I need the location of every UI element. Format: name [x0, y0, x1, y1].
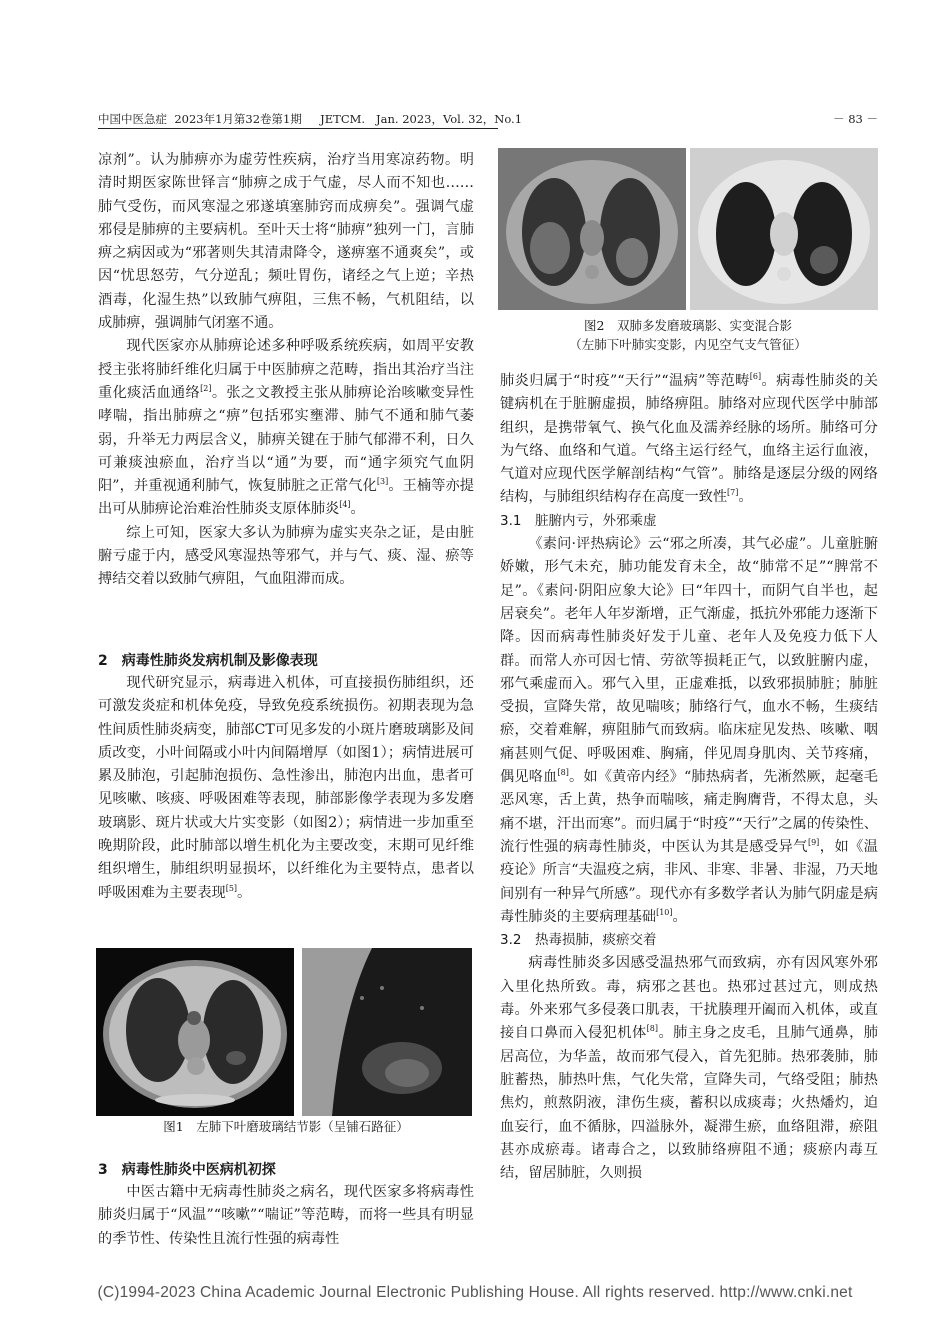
- rc-p2c-end: 。: [672, 908, 687, 925]
- citation[interactable]: [7]: [727, 488, 739, 498]
- figure-1: [96, 948, 472, 1116]
- running-header: [98, 111, 878, 129]
- p2-text4: 。: [350, 501, 365, 518]
- right-paragraph-1: [500, 370, 878, 510]
- p2-text: 现代医家亦从肺痹论述多种呼吸系统疾病，如周平安教授主张将肺纤维化归属于中医肺痹之范畴，指出其治疗当注重化痰活血通络: [98, 338, 474, 401]
- subsection-heading-3-2: 3.2 热毒损肺，痰瘀交着: [500, 932, 657, 949]
- ct-image-right: [690, 148, 878, 310]
- intro-paragraph: 凉剂”。认为肺痹亦为虚劳性疾病，治疗当用寒凉药物。明清时期医家陈世铎言“肺痹之成于气虚，尽人而不知也……肺气受伤，而风寒湿之邪遂填塞肺窍而成痹矣”。强调气虚邪侵是肺痹的主要病机。至叶天士将“肺痹”独列一门，言肺痹之病因或为“邪著则失其清肃降令，遂痹塞不通爽矣”，或因“忧思怒劳，气分逆乱；频吐胃伤，诸经之气上逆；辛热酒毒，化湿生热”以致肺气痹阻，三焦不畅，气机阻结，以成肺痹，强调肺气闭塞不通。: [98, 152, 474, 332]
- citation[interactable]: [2]: [200, 383, 212, 393]
- section-heading: 2 病毒性肺炎发病机制及影像表现: [98, 653, 318, 669]
- citation[interactable]: [6]: [749, 372, 762, 381]
- journal-name-en: JETCM.: [320, 112, 366, 126]
- ct-image-axial: [96, 948, 294, 1116]
- s2-end: 。: [237, 884, 252, 901]
- rc-p1b-end: 。: [738, 489, 753, 506]
- figure-2-caption-line1: 图2 双肺多发磨玻璃影、实变混合影: [584, 318, 792, 333]
- header-left: [98, 111, 522, 127]
- section-2-paragraph: [98, 672, 474, 905]
- section-heading: 3 病毒性肺炎中医病机初探: [98, 1162, 276, 1178]
- page-number: － 83 －: [833, 112, 878, 126]
- right-paragraph-2: [500, 533, 878, 929]
- citation[interactable]: [4]: [339, 500, 351, 510]
- section-3-paragraph: 中医古籍中无病毒性肺炎之病名，现代医家多将病毒性肺炎归属于“风温”“咳嗽”“喘证”等范畴，而将一些具有明显的季节性、传染性且流行性强的病毒性: [98, 1184, 474, 1247]
- ct-image-left: [498, 148, 686, 310]
- right-column-body: [500, 370, 878, 1185]
- rc-p1b: 。病毒性肺炎的关键病机在于脏腑虚损，肺络痹阻。肺络对应现代医学中肺部组织，是携带氧气、换气化血及濡养经脉的场所。肺络可分为气络、血络和气道。气络主运行经气，血络主运行血液，气道对应现代医学解剖结构“气管”。肺络是逐层分级的网络结构，与肺组织结构存在高度一致性: [500, 373, 878, 506]
- rc-p2: 《素问·评热病论》云“邪之所凑，其气必虚”。儿童脏腑娇嫩，形气未充，肺功能发育未全，故“肺常不足”“脾常不足”。《素问·阴阳应象大论》曰“年四十，而阴气自半也，起居衰矣”。老年人年岁渐增，正气渐虚，抵抗外邪能力逐渐下降。因而病毒性肺炎好发于儿童、老年人及免疫力低下人群。而常人亦可因七情、劳欲等损耗正气，以致脏腑内虚，邪气乘虚而入。邪气入里，正虚难抵，以致邪损肺脏；肺脏受损，宣降失常，故见喘咳；肺络行气，血水不畅，生痰结瘀，交着难解，痹阻肺气而致病。临床症见发热、咳嗽、咽痛甚则气促、呼吸困难、胸痛，伴见周身肌肉、关节疼痛，偶见咯血: [500, 536, 878, 786]
- subsection-heading-3-1: 3.1 脏腑内亏，外邪乘虚: [500, 512, 657, 529]
- paragraph-summary: 综上可知，医家大多认为肺痹为虚实夹杂之证，是由脏腑亏虚于内，感受风寒湿热等邪气，并与气、痰、湿、瘀等搏结交着以致肺气痹阻，气血阻滞而成。: [98, 524, 474, 588]
- rc-p3b: 。肺主身之皮毛，且肺气通鼻，肺居高位，为华盖，故而邪气侵入，首先犯肺。热邪袭肺，肺脏蓄热，肺热叶焦，气化失常，宣降失司，气络受阻；肺热焦灼，煎熬阴液，津伤生痰，蓄积以成痰毒；火热燔灼，迫血妄行，血不循脉，四溢脉外，凝滞生瘀，血络阻滞，瘀阻甚亦成瘀毒。诸毒合之，以致肺络痹阻不通；痰瘀内毒互结，留居肺脏，久则损: [500, 1025, 878, 1182]
- citation[interactable]: [9]: [807, 837, 820, 847]
- rc-p3: 病毒性肺炎多因感受温热邪气而致病，亦有因风寒外邪入里化热所致。毒，病邪之甚也。热邪过甚过亢，则成热毒。外来邪气多侵袭口肌表，干扰腠理开阖而入机体，或直接自口鼻而入侵犯机体: [500, 955, 878, 1042]
- left-column-body: [98, 149, 474, 592]
- citation[interactable]: [5]: [225, 883, 238, 893]
- copyright-footer: (C)1994-2023 China Academic Journal Electronic Publishing House. All rights reserved. http://www.cnki.net: [97, 1284, 853, 1301]
- figure-2-caption-line2: （左肺下叶肺实变影，内见空气支气管征）: [569, 337, 807, 352]
- rc-p2b: 。如《黄帝内经》“肺热病者，先淅然厥，起毫毛恶风寒，舌上黄，热争而喘咳，痛走胸膺背，不得太息，头痛不堪，汗出而寒”。而归属于“时疫”“天行”之属的传染性、流行性强的病毒性肺炎，中医认为其是感受异气: [500, 769, 878, 855]
- p2-text2: 。张之文教授主张从肺痹论治咳嗽变异性哮喘，指出肺痹之“痹”包括邪实壅滞、肺气不通和肺气萎弱，升举无力两层含义，肺痹关键在于肺气郁滞不利，日久可兼痰浊瘀血，治疗当以“通”为要，而“通字须究气血阴阳”，并重视通利肺气，恢复肺脏之正常气化: [98, 384, 474, 495]
- ct-image-zoomed: [302, 948, 472, 1116]
- citation[interactable]: [8]: [557, 768, 569, 778]
- paragraph-modern-physicians: [98, 335, 474, 521]
- section-2: [98, 650, 474, 905]
- rc-p2c: ，如《温疫论》所言“夫温疫之病，非风、非寒、非暑、非湿，乃天地间别有一种异气所感”。现代亦有多数学者认为肺气阴虚是病毒性肺炎的主要病理基础: [500, 838, 878, 925]
- issue-info-en: Jan. 2023，Vol. 32，No.1: [376, 112, 523, 126]
- issue-info: 2023年1月第32卷第1期: [174, 112, 302, 126]
- right-paragraph-3: [500, 952, 878, 1185]
- header-rule: [98, 128, 498, 129]
- citation[interactable]: [10]: [656, 907, 673, 917]
- section-3: [98, 1159, 474, 1251]
- s2-text: 现代研究显示，病毒进入机体，可直接损伤肺组织，还可激发炎症和机体免疫，导致免疫系统损伤。初期表现为急性间质性肺炎病变，肺部CT可见多发的小斑片磨玻璃影及间质改变，小叶间隔或小叶内间隔增厚（如图1）；病情进展可累及肺泡，引起肺泡损伤、急性渗出，肺泡内出血，患者可见咳嗽、咳痰、呼吸困难等表现，肺部影像学表现为多发磨玻璃影、斑片状或大片实变影（如图2）；病情进一步加重至晚期阶段，此时肺部以增生机化为主要改变，末期可见纤维组织增生，肺组织明显损坏，以纤维化为主要特点，患者以呼吸困难为主要表现: [98, 675, 474, 901]
- figure-1-caption: 图1 左肺下叶磨玻璃结节影（呈铺石路征）: [163, 1119, 409, 1134]
- citation[interactable]: [3]: [376, 477, 389, 487]
- journal-name: 中国中医急症: [98, 112, 167, 126]
- figure-2: [498, 148, 878, 310]
- figure-2-caption: [498, 316, 878, 354]
- citation[interactable]: [8]: [646, 1024, 658, 1034]
- rc-p1: 肺炎归属于“时疫”“天行”“温病”等范畴: [500, 373, 750, 389]
- p2-text3: 。王楠等亦提出可从肺痹论治难治性肺炎支原体肺炎: [98, 478, 474, 518]
